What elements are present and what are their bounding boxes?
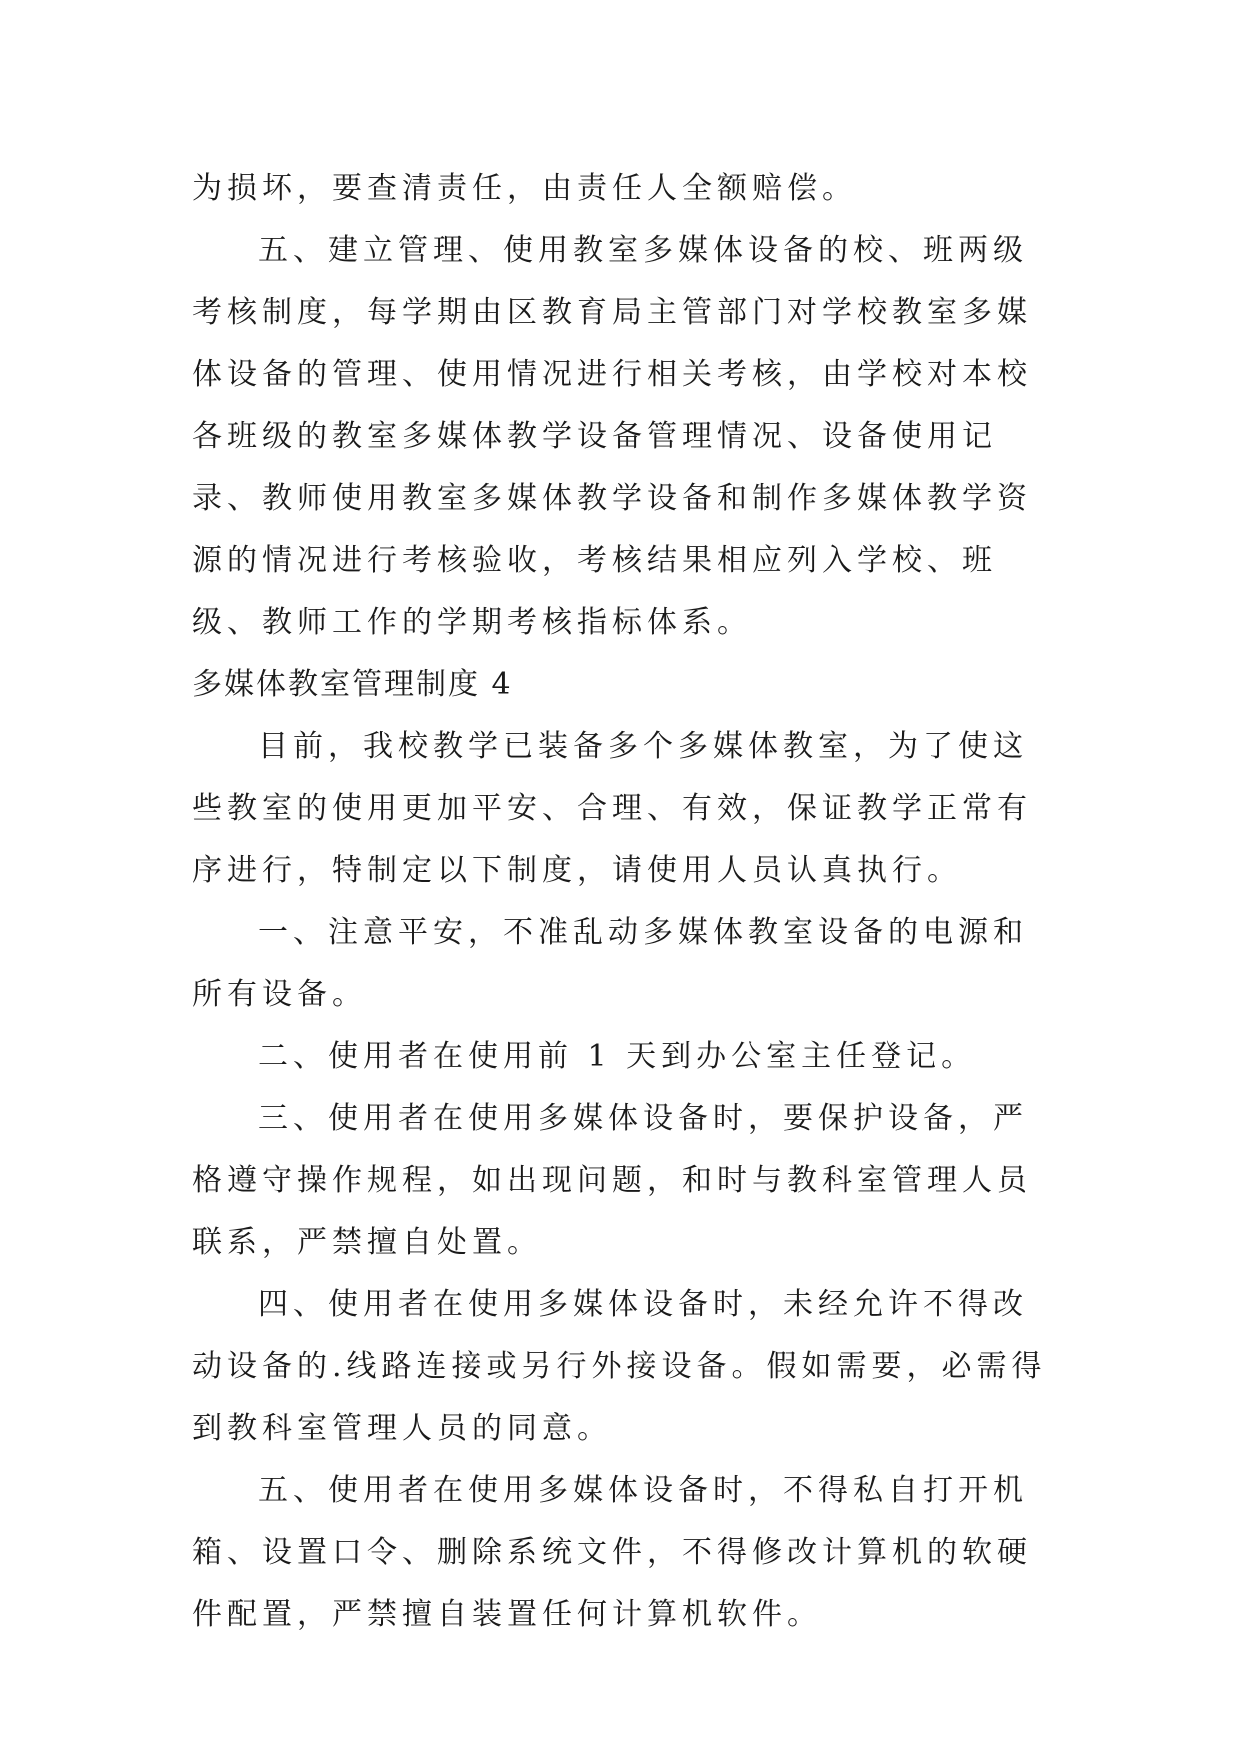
section-heading: 多媒体教室管理制度 4 <box>192 667 513 702</box>
paragraph-item-two: 二、使用者在使用前 1 天到办公室主任登记。 <box>258 1039 977 1074</box>
paragraph-item-five-assessment: 五、建立管理、使用教室多媒体设备的校、班两级考核制度，每学期由区教育局主管部门对学校教室多媒体设备的管理、使用情况进行相关考核，由学校对本校各班级的教室多媒体教学设备管理情况、设备使用记录、教师使用教室多媒体教学设备和制作多媒体教学资源的情况进行考核验收，考核结果相应列入学校、班级、教师工作的学期考核指标体系。 <box>192 233 1032 640</box>
document-body <box>192 158 1052 1646</box>
paragraph-intro: 目前，我校教学已装备多个多媒体教室，为了使这些教室的使用更加平安、合理、有效，保证教学正常有序进行，特制定以下制度，请使用人员认真执行。 <box>192 729 1032 888</box>
paragraph-continuation: 为损坏，要查清责任，由责任人全额赔偿。 <box>192 171 857 206</box>
paragraph-item-five: 五、使用者在使用多媒体设备时，不得私自打开机箱、设置口令、删除系统文件，不得修改计算机的软硬件配置，严禁擅自装置任何计算机软件。 <box>192 1473 1032 1632</box>
paragraph-item-four: 四、使用者在使用多媒体设备时，未经允许不得改动设备的.线路连接或另行外接设备。假如需要，必需得到教科室管理人员的同意。 <box>192 1287 1047 1446</box>
paragraph-item-three: 三、使用者在使用多媒体设备时，要保护设备，严格遵守操作规程，如出现问题，和时与教科室管理人员联系，严禁擅自处置。 <box>192 1101 1032 1260</box>
paragraph-item-one: 一、注意平安，不准乱动多媒体教室设备的电源和所有设备。 <box>192 915 1028 1012</box>
